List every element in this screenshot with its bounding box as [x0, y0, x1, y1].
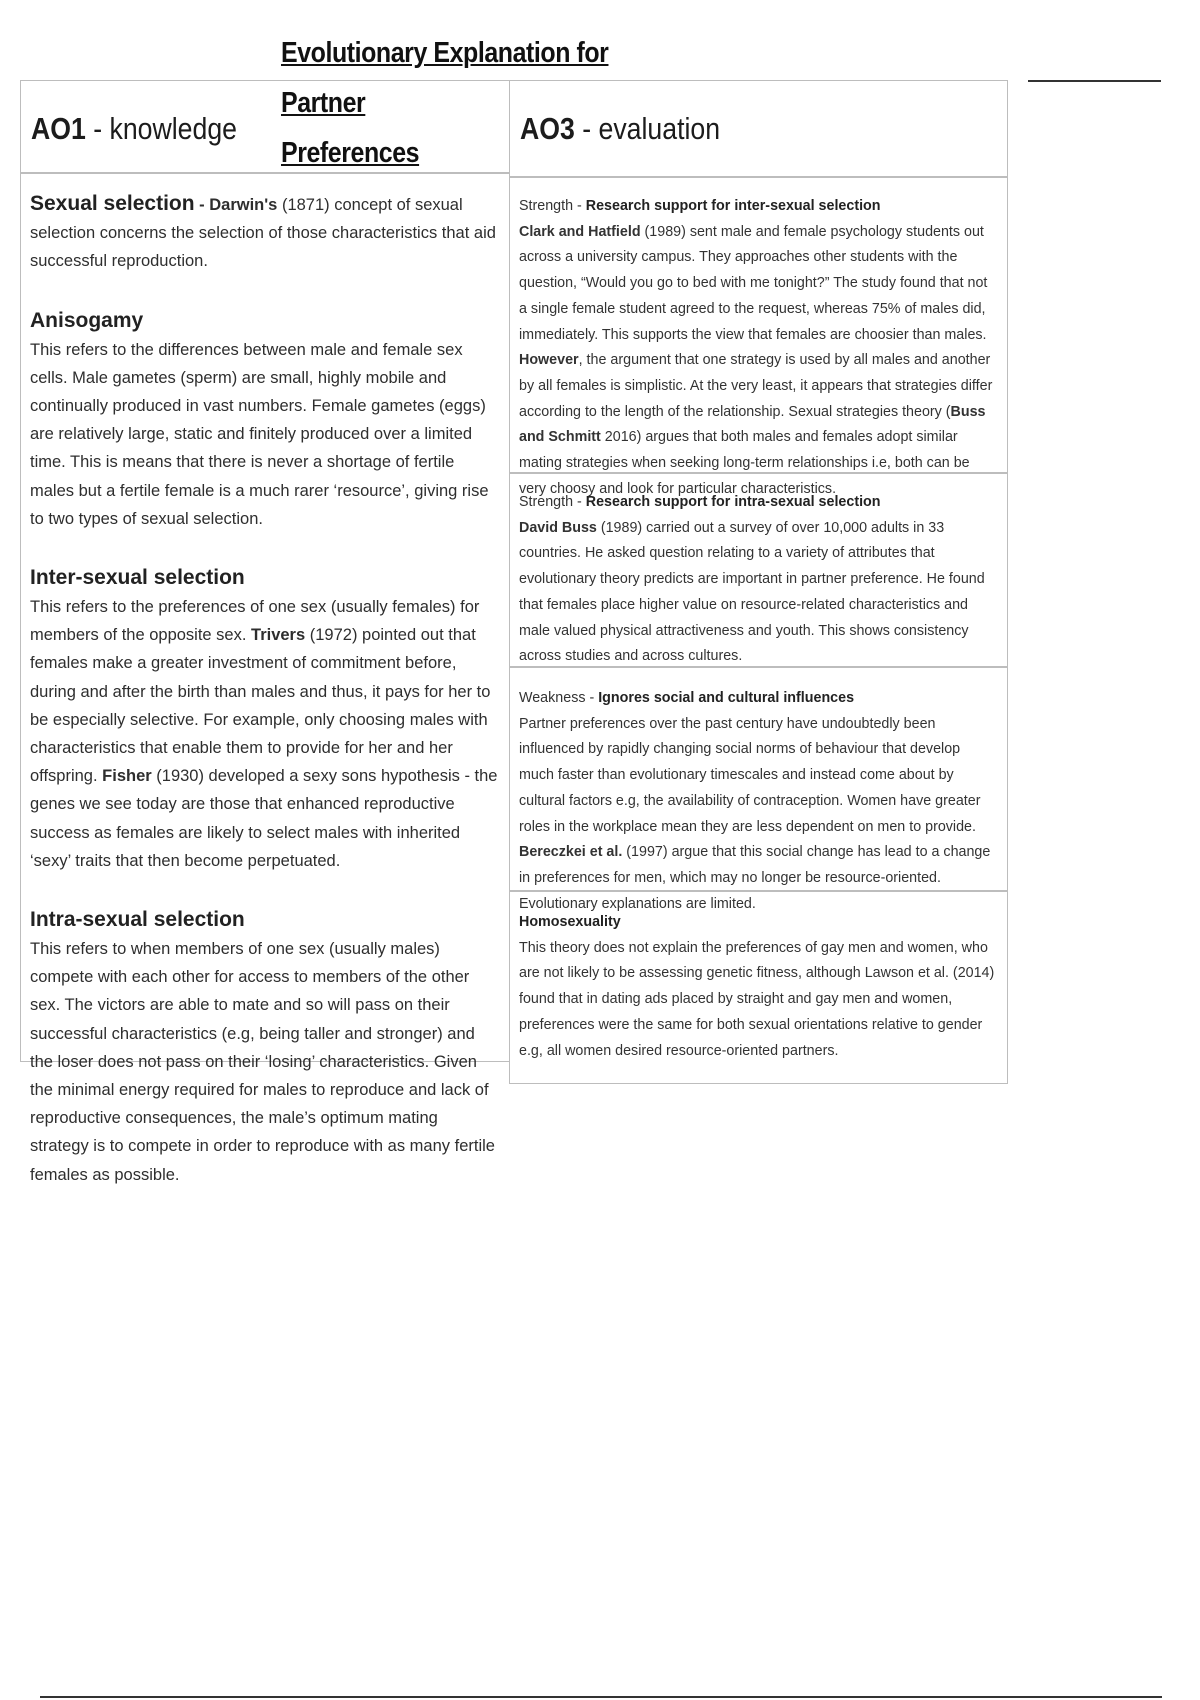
ao1-subtitle: - knowledge	[85, 111, 237, 146]
ao1-header-box	[20, 80, 510, 174]
ao3-heading	[520, 111, 720, 147]
intra-support-heading: Research support for intra-sexual selection	[585, 494, 881, 510]
trivers-ref: Trivers	[251, 626, 306, 645]
darwin-ref: Darwin's	[209, 196, 278, 214]
strength-label-1: Strength -	[519, 198, 586, 214]
strength-label-2: Strength -	[519, 494, 586, 510]
clark-hatfield-ref: Clark and Hatfield	[519, 223, 641, 240]
social-influences-heading: Ignores social and cultural influences	[598, 690, 855, 706]
inter-text-2: (1972) pointed out that females make a greater investment of commitment before, during and after the birth than males and thus, it pays for her to be especially selective. For example, only choosing males with characteristics that enable them to provide for her and her offspring.	[30, 626, 491, 786]
ao1-label: AO1	[31, 111, 86, 146]
c2-text-1: (1989) carried out a survey of over 10,000 adults in 33 countries. He asked question relating to a variety of attributes that evolutionary theory predicts are important in partner preference. He found that females place higher value on resource-related characteristics and male valued physical attractiveness and youth. This shows consistency across studies and across cultures.	[519, 519, 985, 665]
homosexuality-heading: Homosexuality	[519, 914, 621, 930]
bottom-rule	[40, 1696, 1162, 1698]
sexual-selection-text: (1871) concept of sexual selection concerns the selection of those characteristics that aid successful reproduction.	[30, 196, 496, 271]
bereczkei-ref: Bereczkei et al.	[519, 844, 623, 861]
however-word: However	[519, 352, 579, 369]
anisogamy-section	[30, 306, 500, 533]
anisogamy-heading: Anisogamy	[30, 308, 144, 332]
intra-sexual-section	[30, 905, 500, 1189]
inter-sexual-heading: Inter-sexual selection	[30, 566, 245, 590]
buss-schmitt-ref: Buss and Schmitt	[519, 403, 986, 446]
david-buss-ref: David Buss	[519, 519, 597, 536]
c1-text-2: , the argument that one strategy is used by all males and another by all females is simplistic. At the very least, it appears that strategies differ according to the length of the relationship. Sexual strategies theory (	[519, 352, 993, 420]
ao3-cell-4	[519, 910, 999, 1064]
ao3-label: AO3	[520, 111, 575, 146]
ao3-cell-3	[519, 686, 999, 917]
anisogamy-text: This refers to the differences between male and female sex cells. Male gametes (sperm) are small, highly mobile and continually produced in vast numbers. Female gametes (eggs) are relatively large, static and finitely produced over a limited time. This is means that there is never a shortage of fertile males but a fertile female is a much rarer ‘resource’, giving rise to two types of sexual selection.	[30, 340, 489, 528]
ao1-body	[30, 190, 500, 1219]
ao3-cell-3-text	[519, 712, 999, 918]
inter-text-3: (1930) developed a sexy sons hypothesis - the genes we see today are those that enhanced reproductive success as females are likely to select males with inherited ‘sexy’ traits that then become perpetuated.	[30, 767, 498, 870]
sexual-selection-separator: -	[194, 196, 210, 214]
c1-text-3: 2016) argues that both males and females adopt similar mating strategies when seeking long-term relationships i.e, both can be very choosy and look for particular characteristics.	[519, 429, 970, 497]
inter-sexual-text	[30, 593, 500, 875]
ao3-cell-2-text	[519, 516, 999, 670]
ao3-subtitle: - evaluation	[574, 111, 721, 146]
c1-text-1: (1989) sent male and female psychology students out across a university campus. They approaches other students with the question, “Would you go to bed with me tonight?” The study found that not a single female student agreed to the request, whereas 75% of males did, immediately. This supports the view that females are choosier than males.	[519, 223, 988, 343]
ao3-cell-3-title	[519, 686, 999, 712]
c3-text-1: Partner preferences over the past century have undoubtedly been influenced by rapidly changing social norms of behaviour that develop much faster than evolutionary timescales and instead come about by cultural factors e.g, the availability of contraception. Women have greater roles in the workplace mean they are less dependent on men to provide.	[519, 715, 981, 835]
ao3-cell-2-title	[519, 490, 999, 516]
ao3-cell-2	[519, 490, 999, 670]
intra-sexual-text: This refers to when members of one sex (usually males) compete with each other for access to members of the other sex. The victors are able to mate and so will pass on their successful characteristics (e.g, being taller and stronger) and the loser does not pass on their ‘losing’ characteristics. Given the minimal energy required for males to reproduce and lack of reproductive consequences, the male’s optimum mating strategy is to compete in order to reproduce with as many fertile females as possible.	[30, 940, 495, 1184]
inter-text-1: This refers to the preferences of one sex (usually females) for members of the opposite sex.	[30, 598, 480, 645]
title-line-2: Preferences	[281, 137, 420, 169]
sexual-selection-heading: Sexual selection	[30, 192, 195, 215]
ao3-cell-1-text	[519, 220, 999, 503]
inter-support-heading: Research support for inter-sexual selection	[585, 198, 881, 214]
title-line-1: Evolutionary Explanation for Partner	[281, 37, 609, 119]
ao3-cell-1	[519, 194, 999, 502]
inter-sexual-section	[30, 563, 500, 875]
ao1-heading	[31, 111, 237, 147]
sexual-selection-section	[30, 190, 500, 276]
ao3-header-box	[509, 80, 1008, 178]
weakness-label: Weakness -	[519, 690, 599, 706]
top-rule	[1028, 80, 1161, 82]
ao3-cell-4-text: This theory does not explain the preferences of gay men and women, who are not likely to be assessing genetic fitness, although Lawson et al. (2014) found that in dating ads placed by straight and gay men and women, preferences were the same for both sexual orientations relative to gender e.g, all women desired resource-oriented partners.	[519, 939, 995, 1059]
intra-sexual-heading: Intra-sexual selection	[30, 908, 245, 932]
c3-text-2: (1997) argue that this social change has lead to a change in preferences for men, which may no longer be resource-oriented. Evolutionary explanations are limited.	[519, 844, 991, 912]
fisher-ref: Fisher	[102, 767, 152, 786]
ao3-cell-1-title	[519, 194, 999, 220]
